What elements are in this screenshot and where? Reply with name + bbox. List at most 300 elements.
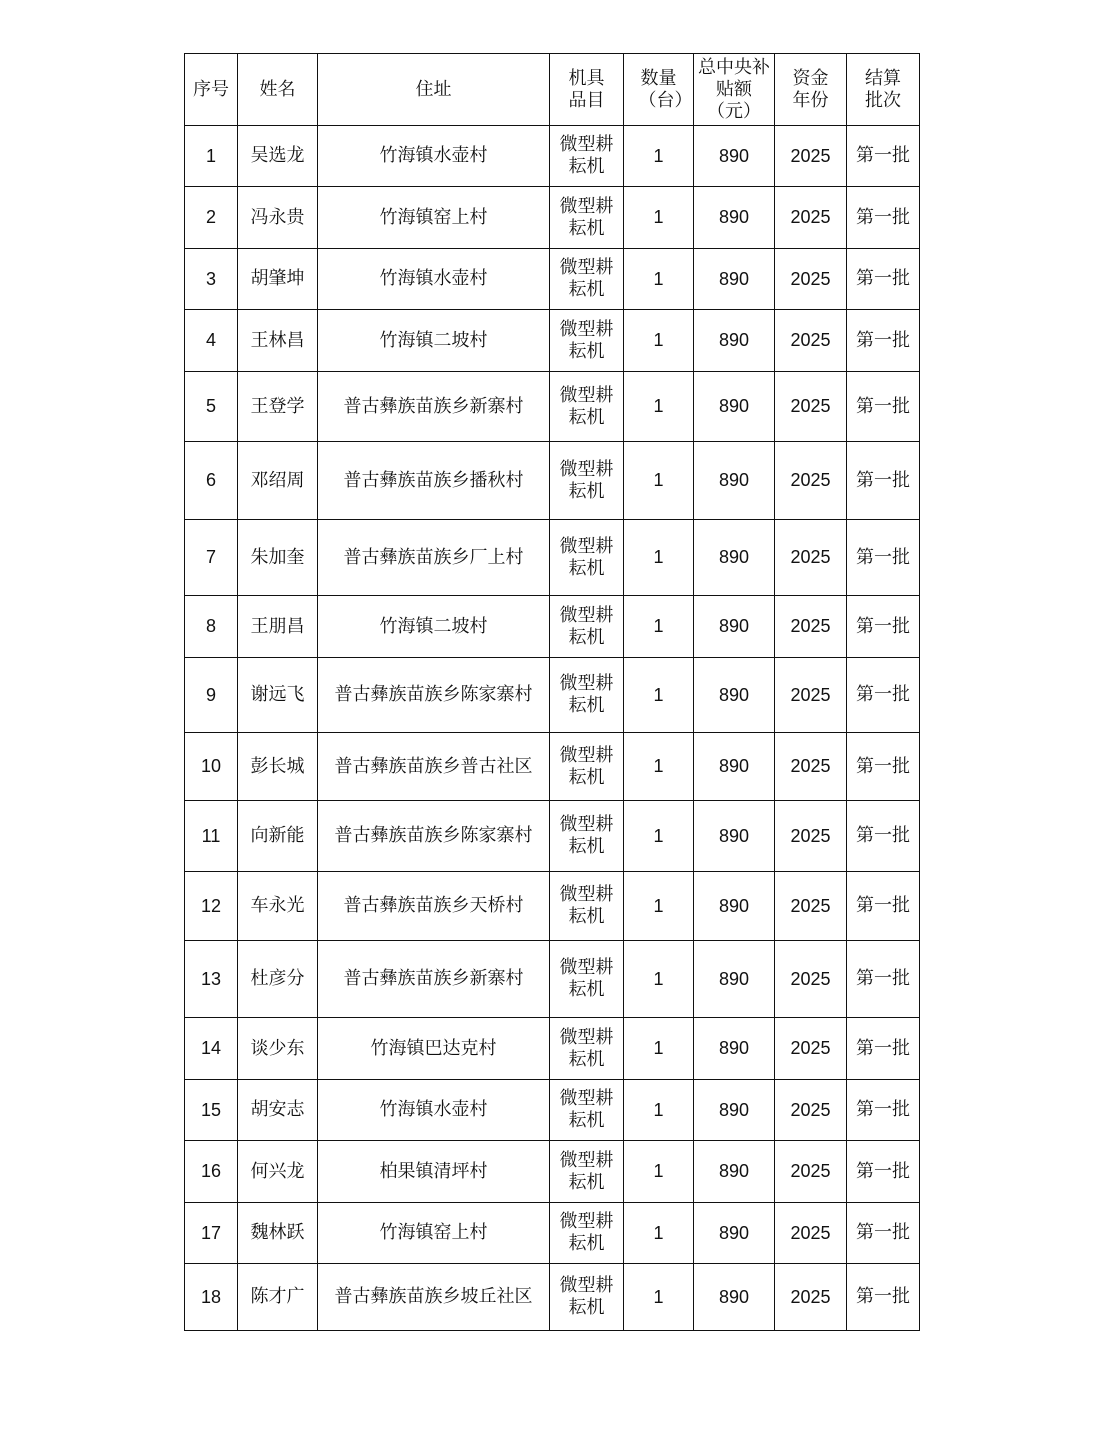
cell-batch-text: 第一批: [856, 968, 910, 989]
cell-batch-text: 第一批: [856, 1037, 910, 1059]
cell-quantity: [624, 442, 694, 520]
cell-quantity: [624, 872, 694, 941]
cell-subsidy-text: 890: [718, 1286, 750, 1307]
cell-seq: [185, 1018, 238, 1080]
cell-fund-year: [775, 941, 847, 1018]
cell-quantity: [624, 520, 694, 596]
cell-seq: [185, 596, 238, 658]
cell-fund-year-text: 2025: [790, 756, 831, 776]
cell-name-text: 王林昌: [250, 329, 305, 351]
cell-batch-text: 第一批: [856, 268, 910, 289]
cell-subsidy: [694, 249, 775, 310]
cell-batch: [847, 596, 920, 658]
cell-name: [238, 1264, 318, 1331]
table-row: [185, 1141, 920, 1203]
cell-fund-year-text: 2025: [790, 547, 831, 567]
cell-batch: [847, 1203, 920, 1264]
cell-subsidy-text: 890: [718, 825, 750, 846]
cell-batch-text: 第一批: [856, 329, 910, 351]
cell-batch: [847, 372, 920, 442]
cell-subsidy-text: 890: [718, 396, 750, 416]
cell-quantity: [624, 310, 694, 372]
cell-machine: [550, 1141, 624, 1203]
cell-address-text: 普古彝族苗族乡坡丘社区: [334, 1286, 533, 1307]
cell-batch: [847, 442, 920, 520]
cell-address-text: 竹海镇二坡村: [379, 615, 488, 637]
cell-fund-year-text: 2025: [790, 1038, 831, 1058]
cell-fund-year: [775, 520, 847, 596]
cell-seq: [185, 520, 238, 596]
cell-machine-text: 微型耕耘机: [559, 384, 614, 428]
cell-machine-text: 微型耕耘机: [559, 535, 614, 579]
cell-quantity-text: 1: [653, 616, 664, 636]
cell-batch: [847, 1264, 920, 1331]
cell-batch-text: 第一批: [856, 1222, 910, 1243]
cell-address-text: 普古彝族苗族乡播秋村: [343, 469, 524, 491]
cell-address-text: 柏果镇清坪村: [379, 1160, 488, 1182]
cell-subsidy-text: 890: [718, 1222, 750, 1243]
cell-machine: [550, 1264, 624, 1331]
subsidy-roster-table: [184, 53, 920, 1331]
cell-seq: [185, 1264, 238, 1331]
cell-fund-year-text: 2025: [790, 825, 831, 846]
cell-fund-year-text: 2025: [790, 330, 831, 350]
cell-subsidy-text: 890: [718, 895, 750, 916]
cell-address-text: 竹海镇水壶村: [379, 1099, 488, 1120]
cell-name-text: 陈才广: [250, 1286, 305, 1307]
cell-batch-text: 第一批: [856, 1286, 910, 1307]
cell-quantity: [624, 1141, 694, 1203]
cell-name-text: 谢远飞: [250, 684, 305, 705]
cell-quantity: [624, 187, 694, 249]
cell-fund-year: [775, 1080, 847, 1141]
cell-name-text: 彭长城: [250, 755, 305, 777]
cell-seq: [185, 872, 238, 941]
cell-subsidy: [694, 126, 775, 187]
cell-address: [318, 1141, 550, 1203]
cell-seq-text: 13: [200, 968, 222, 989]
header-quantity: 数量（台）: [624, 54, 694, 126]
header-subsidy: 总中央补贴额（元）: [694, 54, 775, 126]
cell-subsidy: [694, 872, 775, 941]
cell-address-text: 竹海镇巴达克村: [370, 1037, 497, 1059]
cell-fund-year-text: 2025: [790, 1222, 831, 1243]
cell-address: [318, 372, 550, 442]
cell-machine: [550, 872, 624, 941]
cell-machine: [550, 1080, 624, 1141]
cell-quantity: [624, 1018, 694, 1080]
cell-machine-text: 微型耕耘机: [559, 134, 614, 177]
cell-quantity: [624, 1080, 694, 1141]
cell-batch: [847, 941, 920, 1018]
cell-batch-text: 第一批: [856, 684, 910, 705]
cell-name-text: 胡安志: [250, 1099, 305, 1120]
cell-machine: [550, 442, 624, 520]
cell-quantity: [624, 1203, 694, 1264]
cell-quantity: [624, 801, 694, 872]
cell-quantity-text: 1: [653, 207, 664, 227]
table-row: [185, 372, 920, 442]
cell-address: [318, 941, 550, 1018]
cell-seq-text: 2: [205, 207, 216, 227]
table-row: [185, 801, 920, 872]
cell-name: [238, 187, 318, 249]
cell-seq-text: 10: [200, 756, 222, 776]
cell-name: [238, 1203, 318, 1264]
cell-fund-year-text: 2025: [790, 1099, 831, 1120]
cell-quantity: [624, 596, 694, 658]
cell-name: [238, 310, 318, 372]
cell-fund-year-text: 2025: [790, 396, 831, 416]
cell-machine: [550, 1018, 624, 1080]
cell-machine: [550, 249, 624, 310]
cell-machine-text: 微型耕耘机: [559, 814, 614, 857]
cell-machine-text: 微型耕耘机: [559, 744, 614, 788]
cell-fund-year-text: 2025: [790, 895, 831, 916]
cell-name-text: 车永光: [250, 895, 305, 916]
cell-address-text: 竹海镇窑上村: [379, 1222, 488, 1243]
cell-seq-text: 4: [205, 330, 216, 350]
table-row: [185, 126, 920, 187]
cell-batch: [847, 126, 920, 187]
table-row: [185, 733, 920, 801]
cell-batch-text: 第一批: [856, 145, 910, 166]
cell-quantity-text: 1: [653, 968, 664, 989]
cell-address: [318, 733, 550, 801]
cell-quantity-text: 1: [653, 1038, 664, 1058]
header-batch: 结算批次: [847, 54, 920, 126]
cell-name-text: 杜彦分: [250, 968, 305, 989]
cell-subsidy-text: 890: [718, 330, 750, 350]
cell-address-text: 普古彝族苗族乡陈家寨村: [334, 825, 533, 846]
cell-batch-text: 第一批: [856, 895, 910, 916]
header-row: [185, 54, 920, 126]
cell-fund-year-text: 2025: [790, 616, 831, 636]
cell-subsidy-text: 890: [718, 547, 750, 567]
cell-fund-year-text: 2025: [790, 1286, 831, 1307]
cell-batch-text: 第一批: [856, 755, 910, 777]
cell-seq: [185, 249, 238, 310]
cell-name: [238, 658, 318, 733]
cell-machine-text: 微型耕耘机: [559, 195, 614, 239]
cell-name: [238, 872, 318, 941]
cell-batch: [847, 187, 920, 249]
cell-machine-text: 微型耕耘机: [559, 257, 614, 300]
cell-machine: [550, 658, 624, 733]
cell-subsidy: [694, 1264, 775, 1331]
cell-name: [238, 941, 318, 1018]
cell-quantity: [624, 733, 694, 801]
cell-quantity: [624, 1264, 694, 1331]
cell-address: [318, 596, 550, 658]
cell-machine-text: 微型耕耘机: [559, 1275, 614, 1318]
cell-batch-text: 第一批: [856, 615, 910, 637]
cell-address: [318, 658, 550, 733]
cell-machine: [550, 733, 624, 801]
cell-address: [318, 1080, 550, 1141]
cell-seq: [185, 733, 238, 801]
cell-batch: [847, 872, 920, 941]
table-row: [185, 658, 920, 733]
cell-batch: [847, 658, 920, 733]
cell-seq: [185, 1203, 238, 1264]
cell-fund-year: [775, 1141, 847, 1203]
cell-address-text: 普古彝族苗族乡普古社区: [334, 755, 533, 777]
cell-seq-text: 1: [205, 145, 216, 166]
cell-seq-text: 3: [205, 268, 216, 289]
cell-fund-year-text: 2025: [790, 268, 831, 289]
cell-fund-year: [775, 733, 847, 801]
cell-fund-year: [775, 658, 847, 733]
cell-quantity-text: 1: [653, 1222, 664, 1243]
cell-address: [318, 187, 550, 249]
cell-seq-text: 8: [205, 616, 216, 636]
cell-subsidy-text: 890: [718, 1099, 750, 1120]
cell-name-text: 王登学: [250, 395, 305, 417]
cell-subsidy: [694, 1203, 775, 1264]
cell-name: [238, 596, 318, 658]
cell-seq: [185, 126, 238, 187]
cell-address-text: 普古彝族苗族乡新寨村: [343, 968, 524, 989]
cell-batch: [847, 801, 920, 872]
cell-machine-text: 微型耕耘机: [559, 884, 614, 927]
cell-fund-year: [775, 596, 847, 658]
table-row: [185, 1264, 920, 1331]
cell-quantity: [624, 126, 694, 187]
cell-address-text: 普古彝族苗族乡厂上村: [343, 546, 524, 568]
cell-seq: [185, 372, 238, 442]
cell-subsidy-text: 890: [718, 1161, 750, 1181]
header-seq: 序号: [185, 54, 238, 126]
cell-subsidy: [694, 941, 775, 1018]
cell-machine: [550, 126, 624, 187]
cell-name: [238, 801, 318, 872]
cell-seq: [185, 1141, 238, 1203]
cell-batch-text: 第一批: [856, 395, 910, 417]
cell-name-text: 向新能: [250, 825, 305, 846]
cell-machine-text: 微型耕耘机: [559, 1026, 614, 1070]
cell-quantity-text: 1: [653, 268, 664, 289]
cell-quantity-text: 1: [653, 396, 664, 416]
table-row: [185, 872, 920, 941]
cell-address-text: 普古彝族苗族乡天桥村: [343, 895, 524, 916]
cell-seq: [185, 658, 238, 733]
cell-machine-text: 微型耕耘机: [559, 673, 614, 716]
cell-name-text: 冯永贵: [250, 206, 305, 228]
cell-machine: [550, 941, 624, 1018]
cell-subsidy-text: 890: [718, 968, 750, 989]
cell-address: [318, 801, 550, 872]
cell-batch: [847, 1018, 920, 1080]
cell-address: [318, 1018, 550, 1080]
cell-batch: [847, 1141, 920, 1203]
cell-batch-text: 第一批: [856, 206, 910, 228]
cell-subsidy-text: 890: [718, 684, 750, 705]
cell-name: [238, 1018, 318, 1080]
cell-seq-text: 7: [205, 547, 216, 567]
cell-address: [318, 1203, 550, 1264]
cell-name: [238, 520, 318, 596]
cell-seq: [185, 187, 238, 249]
cell-quantity-text: 1: [653, 470, 664, 490]
cell-subsidy: [694, 1080, 775, 1141]
cell-subsidy-text: 890: [718, 145, 750, 166]
cell-quantity-text: 1: [653, 145, 664, 166]
cell-fund-year-text: 2025: [790, 145, 831, 166]
cell-machine-text: 微型耕耘机: [559, 957, 614, 1000]
cell-subsidy-text: 890: [718, 756, 750, 776]
cell-quantity-text: 1: [653, 330, 664, 350]
cell-address-text: 竹海镇二坡村: [379, 329, 488, 351]
cell-batch: [847, 1080, 920, 1141]
cell-subsidy-text: 890: [718, 616, 750, 636]
cell-seq: [185, 1080, 238, 1141]
cell-machine-text: 微型耕耘机: [559, 1211, 614, 1254]
cell-address-text: 竹海镇水壶村: [379, 145, 488, 166]
cell-quantity: [624, 372, 694, 442]
cell-name: [238, 1141, 318, 1203]
cell-address: [318, 1264, 550, 1331]
cell-fund-year-text: 2025: [790, 207, 831, 227]
cell-machine: [550, 310, 624, 372]
cell-fund-year: [775, 372, 847, 442]
cell-batch: [847, 520, 920, 596]
cell-subsidy-text: 890: [718, 470, 750, 490]
cell-name-text: 吴选龙: [250, 145, 305, 166]
cell-machine-text: 微型耕耘机: [559, 604, 614, 648]
table-row: [185, 249, 920, 310]
cell-seq: [185, 941, 238, 1018]
cell-subsidy: [694, 310, 775, 372]
cell-fund-year: [775, 442, 847, 520]
cell-subsidy: [694, 596, 775, 658]
cell-seq-text: 6: [205, 470, 216, 490]
cell-seq-text: 12: [200, 895, 222, 916]
cell-machine-text: 微型耕耘机: [559, 1088, 614, 1131]
cell-subsidy: [694, 1141, 775, 1203]
table-row: [185, 596, 920, 658]
cell-seq-text: 17: [200, 1222, 222, 1243]
cell-quantity: [624, 658, 694, 733]
cell-fund-year-text: 2025: [790, 470, 831, 490]
table-row: [185, 1018, 920, 1080]
cell-subsidy: [694, 801, 775, 872]
cell-fund-year: [775, 1264, 847, 1331]
cell-address-text: 竹海镇水壶村: [379, 268, 488, 289]
cell-subsidy: [694, 442, 775, 520]
cell-seq: [185, 310, 238, 372]
cell-fund-year: [775, 872, 847, 941]
cell-seq-text: 15: [200, 1099, 222, 1120]
header-address: 住址: [318, 54, 550, 126]
cell-seq: [185, 442, 238, 520]
cell-subsidy-text: 890: [718, 1038, 750, 1058]
cell-seq: [185, 801, 238, 872]
cell-batch-text: 第一批: [856, 546, 910, 568]
header-machine: 机具品目: [550, 54, 624, 126]
header-name: 姓名: [238, 54, 318, 126]
cell-quantity-text: 1: [653, 684, 664, 705]
cell-fund-year: [775, 1018, 847, 1080]
cell-seq-text: 14: [200, 1038, 222, 1058]
cell-subsidy-text: 890: [718, 268, 750, 289]
cell-quantity-text: 1: [653, 1099, 664, 1120]
table-row: [185, 187, 920, 249]
cell-machine: [550, 1203, 624, 1264]
cell-subsidy-text: 890: [718, 207, 750, 227]
cell-quantity-text: 1: [653, 1161, 664, 1181]
cell-machine: [550, 596, 624, 658]
cell-address: [318, 310, 550, 372]
cell-name: [238, 733, 318, 801]
cell-name: [238, 372, 318, 442]
cell-seq-text: 9: [205, 684, 216, 705]
cell-address-text: 普古彝族苗族乡新寨村: [343, 395, 524, 417]
cell-machine-text: 微型耕耘机: [559, 1149, 614, 1193]
cell-name: [238, 249, 318, 310]
cell-machine: [550, 372, 624, 442]
cell-name: [238, 442, 318, 520]
cell-quantity-text: 1: [653, 756, 664, 776]
cell-name-text: 魏林跃: [250, 1222, 305, 1243]
cell-name-text: 朱加奎: [250, 546, 305, 568]
cell-quantity-text: 1: [653, 1286, 664, 1307]
cell-quantity-text: 1: [653, 825, 664, 846]
cell-fund-year-text: 2025: [790, 1161, 831, 1181]
cell-batch: [847, 733, 920, 801]
cell-quantity-text: 1: [653, 547, 664, 567]
cell-name-text: 何兴龙: [250, 1160, 305, 1182]
cell-fund-year: [775, 187, 847, 249]
cell-machine: [550, 801, 624, 872]
cell-name: [238, 126, 318, 187]
cell-machine: [550, 187, 624, 249]
cell-fund-year-text: 2025: [790, 968, 831, 989]
cell-fund-year: [775, 310, 847, 372]
cell-name-text: 王朋昌: [250, 615, 305, 637]
header-fund-year: 资金年份: [775, 54, 847, 126]
cell-subsidy: [694, 658, 775, 733]
cell-address: [318, 249, 550, 310]
cell-name-text: 胡肇坤: [250, 268, 305, 289]
cell-seq-text: 16: [200, 1161, 222, 1181]
table-row: [185, 310, 920, 372]
cell-fund-year-text: 2025: [790, 684, 831, 705]
cell-subsidy: [694, 520, 775, 596]
cell-seq-text: 5: [205, 396, 216, 416]
cell-seq-text: 11: [201, 825, 221, 846]
cell-batch: [847, 249, 920, 310]
cell-address-text: 竹海镇窑上村: [379, 206, 488, 228]
cell-fund-year: [775, 801, 847, 872]
cell-address: [318, 872, 550, 941]
cell-fund-year: [775, 249, 847, 310]
cell-address: [318, 520, 550, 596]
cell-subsidy: [694, 1018, 775, 1080]
cell-batch-text: 第一批: [856, 825, 910, 846]
cell-machine: [550, 520, 624, 596]
cell-subsidy: [694, 733, 775, 801]
cell-address: [318, 442, 550, 520]
cell-subsidy: [694, 372, 775, 442]
cell-batch-text: 第一批: [856, 1160, 910, 1182]
cell-fund-year: [775, 1203, 847, 1264]
cell-machine-text: 微型耕耘机: [559, 318, 614, 362]
cell-quantity-text: 1: [653, 895, 664, 916]
table-row: [185, 520, 920, 596]
table-row: [185, 1203, 920, 1264]
table-row: [185, 941, 920, 1018]
